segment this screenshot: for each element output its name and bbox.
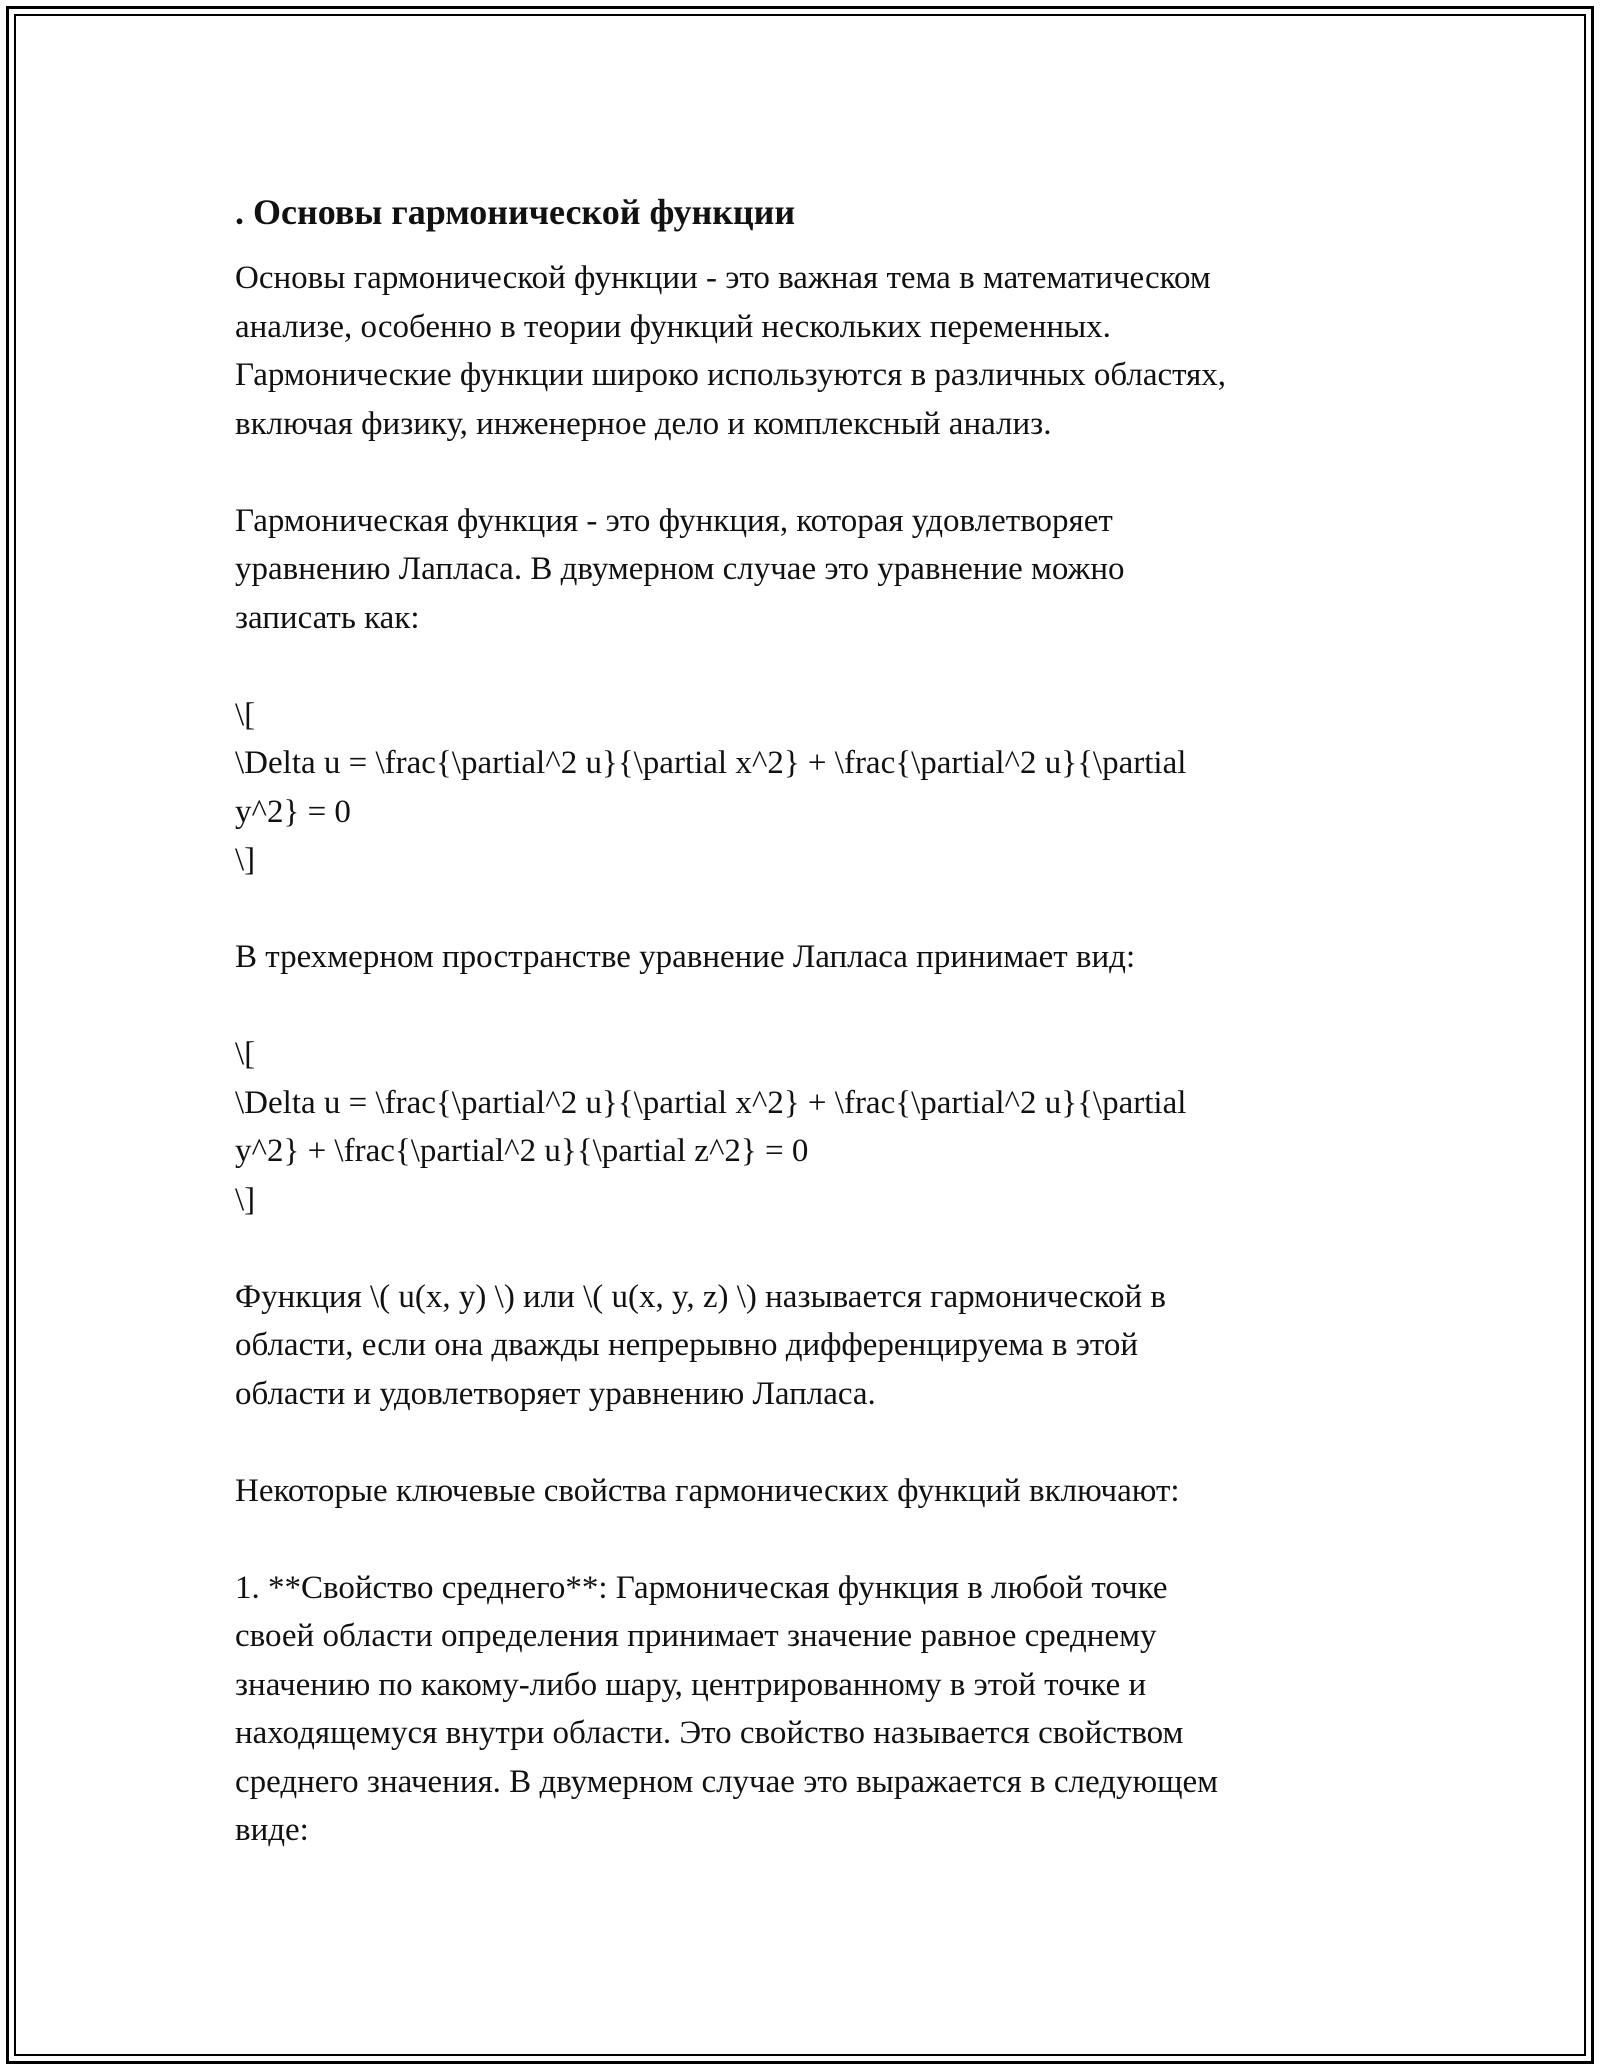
document-title: . Основы гармонической функции: [235, 192, 796, 232]
document-body: [235, 186, 1365, 1855]
document-text: Основы гармонической функции - это важная тема в математическом анализе, особенно в теории функций нескольких переменных. Гармонические функции широко используются в различных областях, включая физику, инженерное дело и комплексный анализ. Гармоническая функция - это функция, которая удовлетворяет уравнению Лапласа. В двумерном случае это уравнение можно записать как: \[ \Delta u = \frac{\partial^2 u}{\partial x^2} + \frac{\partial^2 u}{\partial y^2} = 0 \] В трехмерном пространстве уравнение Лапласа принимает вид: \[ \Delta u = \frac{\partial^2 u}{\partial x^2} + \frac{\partial^2 u}{\partial y^2} + \frac{\partial^2 u}{\partial z^2} = 0 \] Функция \( u(x, y) \) или \( u(x, y, z) \) называется гармонической в области, если она дважды непрерывно дифференцируема в этой области и удовлетворяет уравнению Лапласа. Некоторые ключевые свойства гармонических функций включают: 1. **Свойство среднего**: Гармоническая функция в любой точке своей области определения принимает значение равное среднему значению по какому-либо шару, центрированному в этой точке и находящемуся внутри области. Это свойство называется свойством среднего значения. В двумерном случае это выражается в следующем виде:: [235, 260, 1227, 1848]
